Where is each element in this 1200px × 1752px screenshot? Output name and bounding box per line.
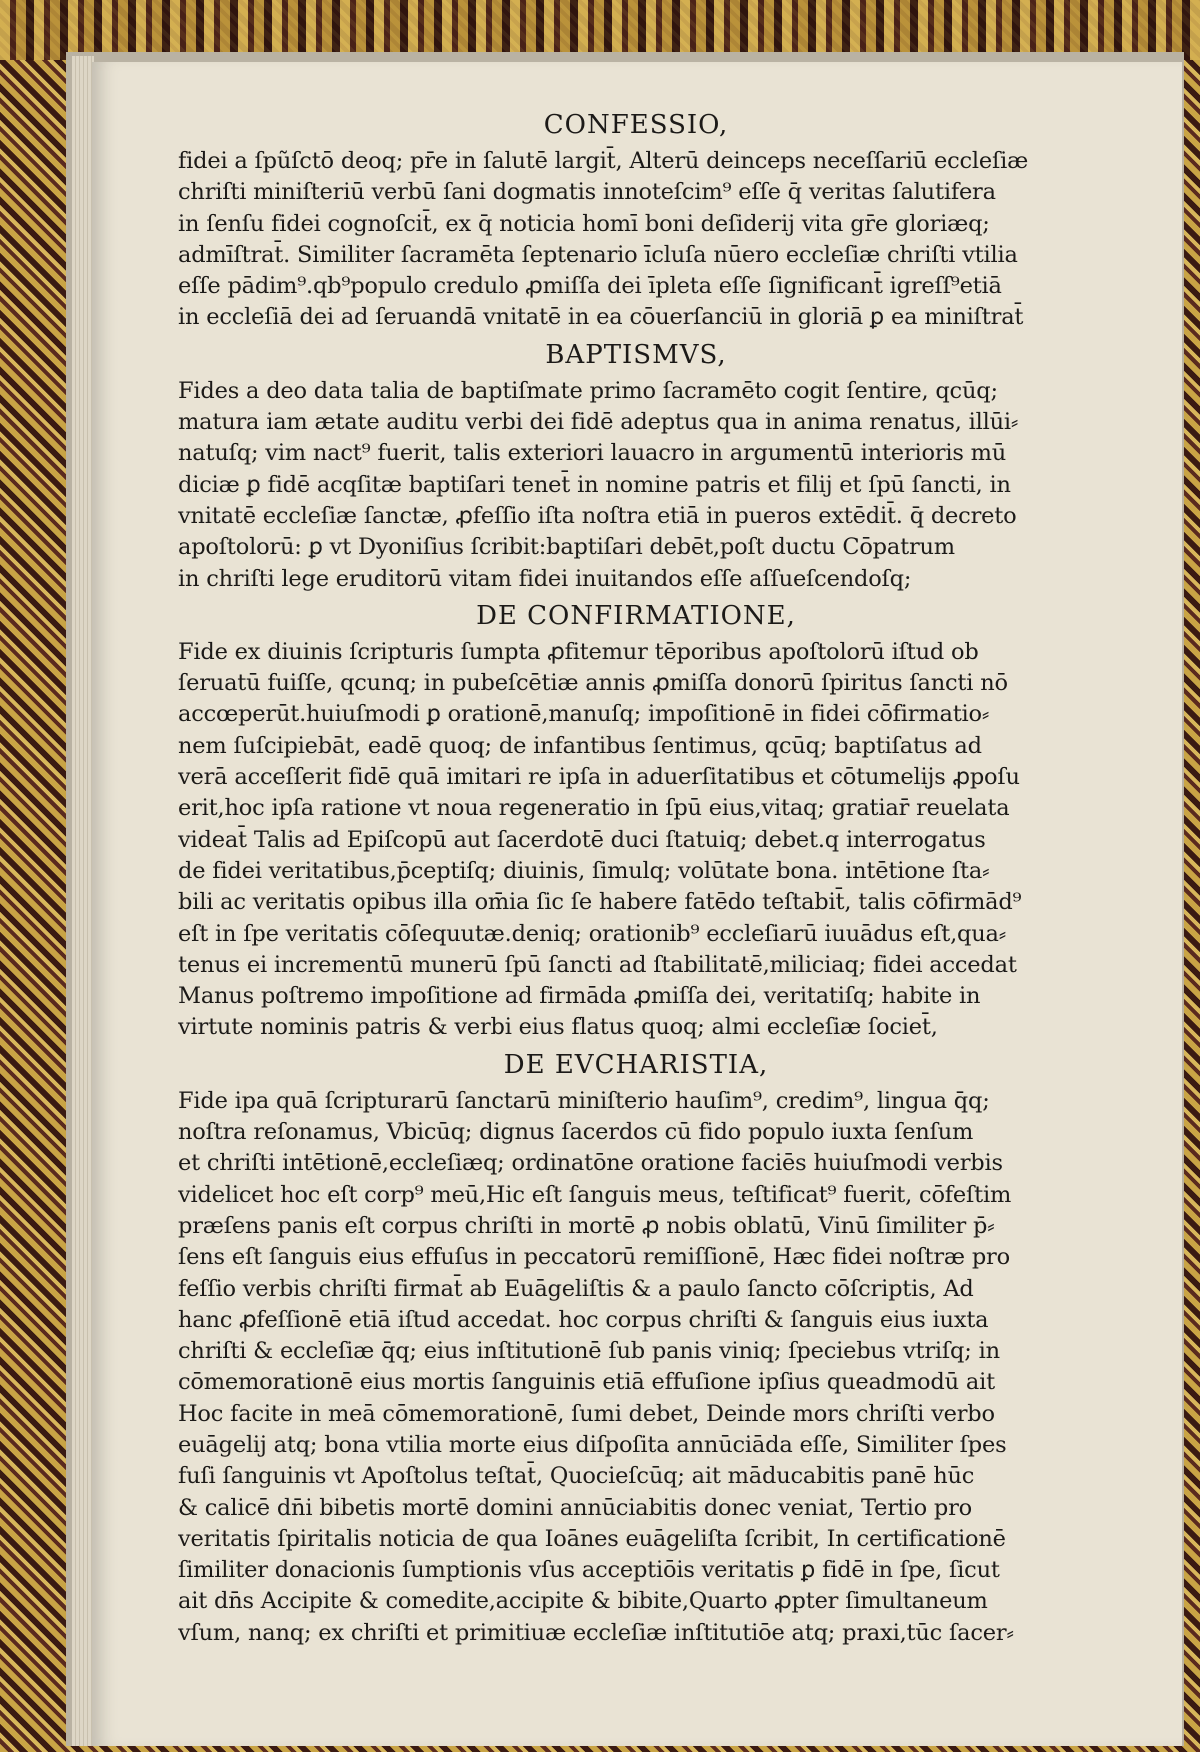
text-line: virtute nominis patris & verbi eius flatus quoq; almi eccleſiæ ſociet̄,	[178, 1014, 938, 1041]
text-line: præſens panis eſt corpus chriſti in mortē ꝓ nobis oblatū, Vinū ſimiliter p̄⸗	[178, 1212, 995, 1239]
text-line: chriſti & eccleſiæ q̄q; eius inſtitutionē ſub panis viniq; ſpeciebus vtriſq; in	[178, 1338, 1000, 1365]
text-line: vſum, nanq; ex chriſti et primitiuæ eccleſiæ inſtitutiōe atq; praxi,tūc ſacer⸗	[178, 1619, 1014, 1646]
section-heading: CONFESSIO,	[543, 110, 729, 140]
text-line: admīſtrat̄. Similiter ſacramēta ſeptenario īcluſa nūero eccleſiæ chriſti vtilia	[178, 241, 1018, 268]
text-line: in ſenſu fidei cognoſcit̄, ex q̄ noticia homī boni deſiderij vita gr̄e gloriæq;	[178, 210, 990, 237]
text-line: Fide ipa quā ſcripturarū ſanctarū miniſterio hauſim⁹, credim⁹, lingua q̄q;	[178, 1087, 990, 1114]
section-heading: BAPTISMVS,	[545, 339, 727, 370]
text-line: feſſio verbis chriſti firmat̄ ab Euāgeliſtis & a paulo ſancto cōſcriptis, Ad	[178, 1275, 974, 1302]
section	[178, 1044, 1094, 1649]
text-line: vnitatē eccleſiæ ſanctæ, ꝓfeſſio iſta noſtra etiā in pueros extēdit̄. q̄ decreto	[178, 502, 1017, 529]
section	[178, 104, 1094, 334]
text-line: in chriſti lege eruditorū vitam fidei inuitandos eſſe aſſueſcendoſq;	[178, 565, 912, 592]
text-line: natuſq; vim nact⁹ fuerit, talis exteriori lauacro in argumentū interioris mū	[178, 440, 1007, 467]
text-line: ait dn̄s Accipite & comedite,accipite & bibite,Quarto ꝓpter ſimultaneum	[178, 1588, 988, 1615]
text-line: fuſi ſanguinis vt Apoſtolus teſtat̄, Quocieſcūq; ait māducabitis panē hūc	[178, 1463, 975, 1490]
text-line: tenus ei incrementū munerū ſpū ſancti ad ſtabilitatē,miliciaq; fidei accedat	[178, 951, 1017, 978]
text-line: erit,hoc ipſa ratione vt noua regeneratio in ſpū eius,vitaq; gratiar̄ reuelata	[178, 795, 1010, 822]
text-line: videat̄ Talis ad Epiſcopū aut ſacerdotē duci ſtatuiq; debet.q interrogatus	[178, 826, 986, 853]
text-line: Manus poſtremo impoſitione ad firmāda ꝓmiſſa dei, veritatiſq; habite in	[178, 983, 981, 1010]
text-line: fidei a ſpũſctō deoq; pr̄e in ſalutē largit̄, Alterū deinceps neceſſariū eccleſiæ	[178, 148, 1029, 174]
ornamental-top-border	[0, 0, 1200, 60]
text-line: euāgelij atq; bona vtilia morte eius diſpoſita annūciāda eſſe, Similiter ſpes	[178, 1431, 1007, 1458]
text-line: ſimiliter donacionis ſumptionis vſus acceptiōis veritatis ꝑ fidē in ſpe, ſicut	[178, 1557, 1000, 1584]
text-line: hanc ꝓfeſſionē etiā iſtud accedat. hoc corpus chriſti & ſanguis eius iuxta	[178, 1306, 989, 1333]
text-line: Fides a deo data talia de baptiſmate primo ſacramēto cogit ſentire, qcūq;	[178, 377, 998, 404]
text-line: de fidei veritatibus,p̄ceptiſq; diuinis, ſimulq; volūtate bona. intētione ſta⸗	[178, 857, 990, 884]
text-line: in eccleſiā dei ad ſeruandā vnitatē in ea cōuerſanciū in gloriā ꝑ ea miniſtrat̄	[178, 304, 1024, 331]
section	[178, 595, 1094, 1044]
text-line: ſeruatū fuiſſe, qcunq; in pubeſcētiæ annis ꝓmiſſa donorū ſpiritus ſancti nō	[178, 670, 1008, 697]
text-line: bili ac veritatis opibus illa om̄ia ſic ſe habere fatēdo teſtabit̄, talis cōfirmād⁹	[178, 889, 1022, 916]
section-heading: DE EVCHARISTIA,	[503, 1049, 769, 1080]
text-line: noſtra reſonamus, Vbicūq; dignus ſacerdos cū fido populo iuxta ſenſum	[178, 1119, 974, 1146]
text-line: Hoc facite in meā cōmemorationē, ſumi debet, Deinde mors chriſti verbo	[178, 1400, 995, 1427]
text-line: accœperūt.huiuſmodi ꝑ orationē,manuſq; impoſitionē in fidei cōfirmatio⸗	[178, 701, 990, 728]
text-line: chriſti miniſteriū verbū ſani dogmatis innoteſcim⁹ eſſe q̄ veritas ſalutifera	[178, 179, 996, 206]
page-edges	[72, 56, 94, 1746]
section-heading: DE CONFIRMATIONE,	[476, 600, 796, 631]
text-line: eſſe pādim⁹.qb⁹populo credulo ꝓmiſſa dei īpleta eſſe ſignificant̄ igreſſ⁹etiā	[178, 273, 1002, 300]
text-line: nem ſuſcipiebāt, eadē quoq; de infantibus ſentimus, qcūq; baptiſatus ad	[178, 732, 982, 759]
text-block	[178, 104, 1094, 1649]
text-line: & calicē dn̄i bibetis mortē domini annūciabitis donec veniat, Tertio pro	[178, 1494, 973, 1521]
text-line: et chriſti intētionē,eccleſiæq; ordinatōne oratione faciēs huiuſmodi verbis	[178, 1150, 1003, 1177]
text-line: ſens eſt ſanguis eius effuſus in peccatorū remiſſionē, Hæc fidei noſtræ pro	[178, 1244, 1010, 1271]
text-line: Fide ex diuinis ſcripturis ſumpta ꝓfitemur tēporibus apoſtolorū iſtud ob	[178, 638, 979, 665]
text-line: videlicet hoc eſt corp⁹ meū,Hic eſt ſanguis meus, teſtificat⁹ fuerit, cōfeſtim	[178, 1181, 1012, 1208]
text-line: matura iam ætate auditu verbi dei fidē adeptus qua in anima renatus, illūi⸗	[178, 409, 1019, 436]
text-line: eſt in ſpe veritatis cōſequutæ.deniq; orationib⁹ eccleſiarū iuuādus eſt,qua⸗	[178, 920, 1007, 947]
text-line: apoſtolorū: ꝑ vt Dyoniſius ſcribit:baptiſari debēt,poſt ductu Cōpatrum	[178, 534, 955, 561]
text-line: verā acceſſerit fidē quā imitari re ipſa in aduerſitatibus et cōtumelijs ꝓpoſu	[178, 764, 1020, 791]
section	[178, 334, 1094, 595]
text-line: cōmemorationē eius mortis ſanguinis etiā effuſione ipſius queadmodū ait	[178, 1369, 995, 1396]
text-line: veritatis ſpiritalis noticia de qua Ioānes euāgeliſta ſcribit, In certificationē	[178, 1525, 1006, 1552]
text-line: diciæ ꝑ fidē acqſitæ baptiſari tenet̄ in nomine patris et filij et ſpū ſancti, in	[178, 471, 1011, 498]
